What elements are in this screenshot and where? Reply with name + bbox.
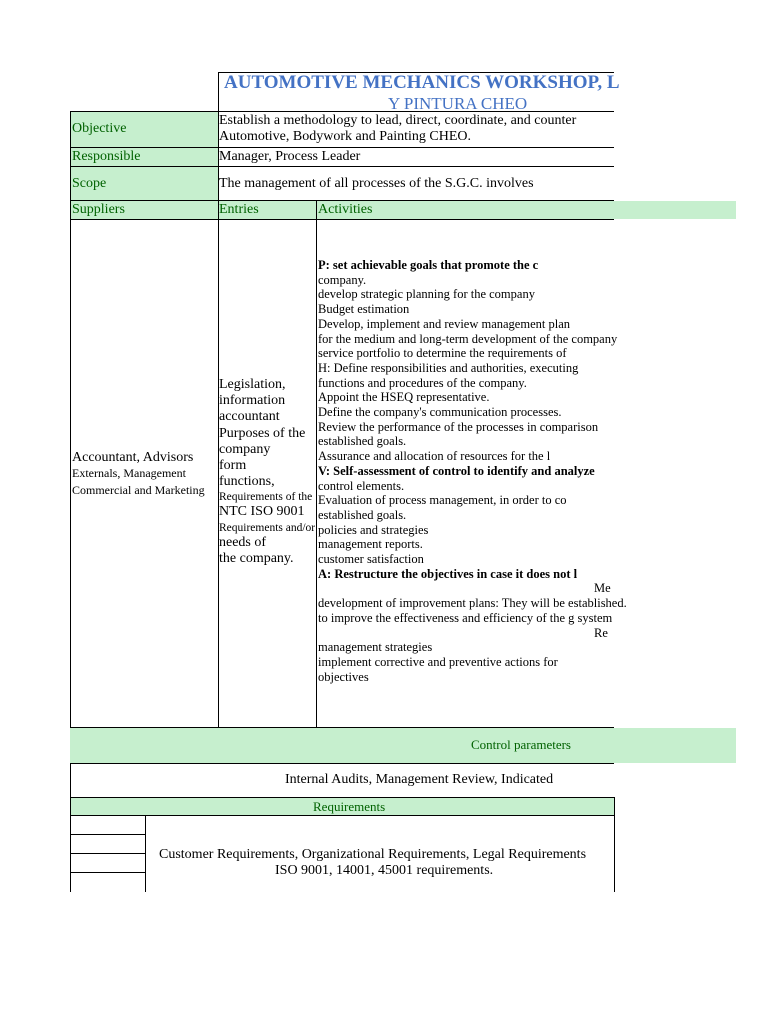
- activity-line: functions and procedures of the company.: [318, 375, 527, 390]
- rule: [70, 147, 614, 148]
- activity-line: P: set achievable goals that promote the c: [318, 258, 539, 272]
- rule: [70, 166, 614, 167]
- rule: [70, 111, 71, 727]
- activity-line: Review the performance of the processes in comparison: [318, 419, 599, 434]
- entry-line: form: [219, 458, 247, 474]
- activity-line: policies and strategies: [318, 522, 429, 537]
- rule: [70, 219, 614, 220]
- activity-line: V: Self-assessment of control to identify and analyze: [318, 463, 595, 478]
- suppliers-line-2: Externals, Management: [72, 466, 186, 480]
- activity-line: development of improvement plans: They will be established.: [318, 596, 627, 611]
- entry-line: Purposes of the: [219, 425, 306, 441]
- rule: [70, 872, 145, 873]
- entries-header: Entries: [219, 202, 259, 217]
- objective-text-line-1: Establish a methodology to lead, direct, coordinate, and counter: [219, 113, 577, 128]
- activity-line: service portfolio to determine the requirements of: [318, 346, 567, 361]
- rule: [218, 72, 614, 73]
- suppliers-line-1: Accountant, Advisors: [72, 450, 194, 465]
- activities-header: Activities: [318, 202, 373, 217]
- control-parameters-label: Control parameters: [471, 737, 571, 752]
- activity-line: to improve the effectiveness and efficiency of the g system: [318, 610, 613, 625]
- requirements-line-2: ISO 9001, 14001, 45001 requirements.: [275, 863, 494, 878]
- activity-line: customer satisfaction: [318, 552, 424, 567]
- responsible-value: Manager, Process Leader: [219, 149, 361, 164]
- scope-label: Scope: [72, 176, 107, 191]
- rule: [614, 797, 615, 892]
- rule: [70, 111, 218, 112]
- objective-label: Objective: [72, 121, 127, 136]
- activity-line: management reports.: [318, 537, 423, 552]
- rule: [70, 797, 614, 798]
- rule: [70, 200, 614, 201]
- objective-text-line-2: Automotive, Bodywork and Painting CHEO.: [219, 129, 471, 144]
- title-line-2: Y PINTURA CHEO: [388, 94, 528, 113]
- entry-line: functions,: [219, 474, 275, 490]
- rule: [70, 834, 145, 835]
- control-parameters-value: Internal Audits, Management Review, Indicated: [285, 772, 554, 787]
- activity-line: company.: [318, 272, 367, 287]
- rule: [70, 763, 71, 797]
- activity-line: Me: [594, 581, 611, 596]
- responsible-label: Responsible: [72, 149, 141, 164]
- activity-line: Budget estimation: [318, 302, 410, 317]
- entry-line: the company.: [219, 550, 294, 566]
- rule: [70, 815, 614, 816]
- rule: [70, 797, 71, 892]
- header-row: [70, 201, 736, 219]
- scope-value: The management of all processes of the S.G.C. involves: [219, 176, 534, 191]
- activity-line: established goals.: [318, 434, 407, 449]
- activities-list: [318, 258, 648, 684]
- title-line-1: AUTOMOTIVE MECHANICS WORKSHOP, L: [224, 72, 620, 93]
- activity-line: Evaluation of process management, in order to co: [318, 493, 567, 508]
- entry-line: Requirements and/or: [219, 521, 316, 534]
- activity-line: Assurance and allocation of resources for the l: [318, 449, 551, 464]
- entries-list: [219, 377, 319, 567]
- activity-line: develop strategic planning for the company: [318, 287, 535, 302]
- rule: [218, 111, 614, 112]
- activity-line: implement corrective and preventive actions for: [318, 654, 558, 669]
- suppliers-line-3: Commercial and Marketing: [72, 483, 205, 497]
- entry-line: needs of: [219, 534, 267, 550]
- entry-line: NTC ISO 9001: [219, 504, 305, 520]
- activity-line: H: Define responsibilities and authorities, executing: [318, 360, 579, 375]
- activity-line: Define the company's communication processes.: [318, 405, 562, 420]
- entry-line: Legislation,: [219, 377, 286, 392]
- activity-line: objectives: [318, 669, 369, 684]
- rule: [70, 763, 614, 764]
- rule: [70, 853, 145, 854]
- requirements-label: Requirements: [313, 799, 386, 814]
- entry-line: accountant: [219, 409, 280, 425]
- control-parameters-band: [70, 728, 736, 763]
- activity-line: Re: [594, 625, 608, 640]
- rule: [145, 815, 146, 892]
- activity-line: established goals.: [318, 507, 407, 522]
- entry-line: company: [219, 441, 271, 457]
- rule: [70, 727, 614, 728]
- activity-line: for the medium and long-term development of the company: [318, 331, 618, 346]
- entry-line: Requirements of the: [219, 491, 313, 504]
- activity-line: control elements.: [318, 478, 405, 493]
- activity-line: management strategies: [318, 640, 433, 655]
- activity-line: A: Restructure the objectives in case it does not l: [318, 566, 578, 581]
- requirements-line-1: Customer Requirements, Organizational Requirements, Legal Requirements: [159, 847, 587, 862]
- entry-line: information: [219, 393, 286, 409]
- activity-line: Appoint the HSEQ representative.: [318, 390, 490, 405]
- activity-line: Develop, implement and review management plan: [318, 316, 570, 331]
- suppliers-header: Suppliers: [72, 202, 125, 217]
